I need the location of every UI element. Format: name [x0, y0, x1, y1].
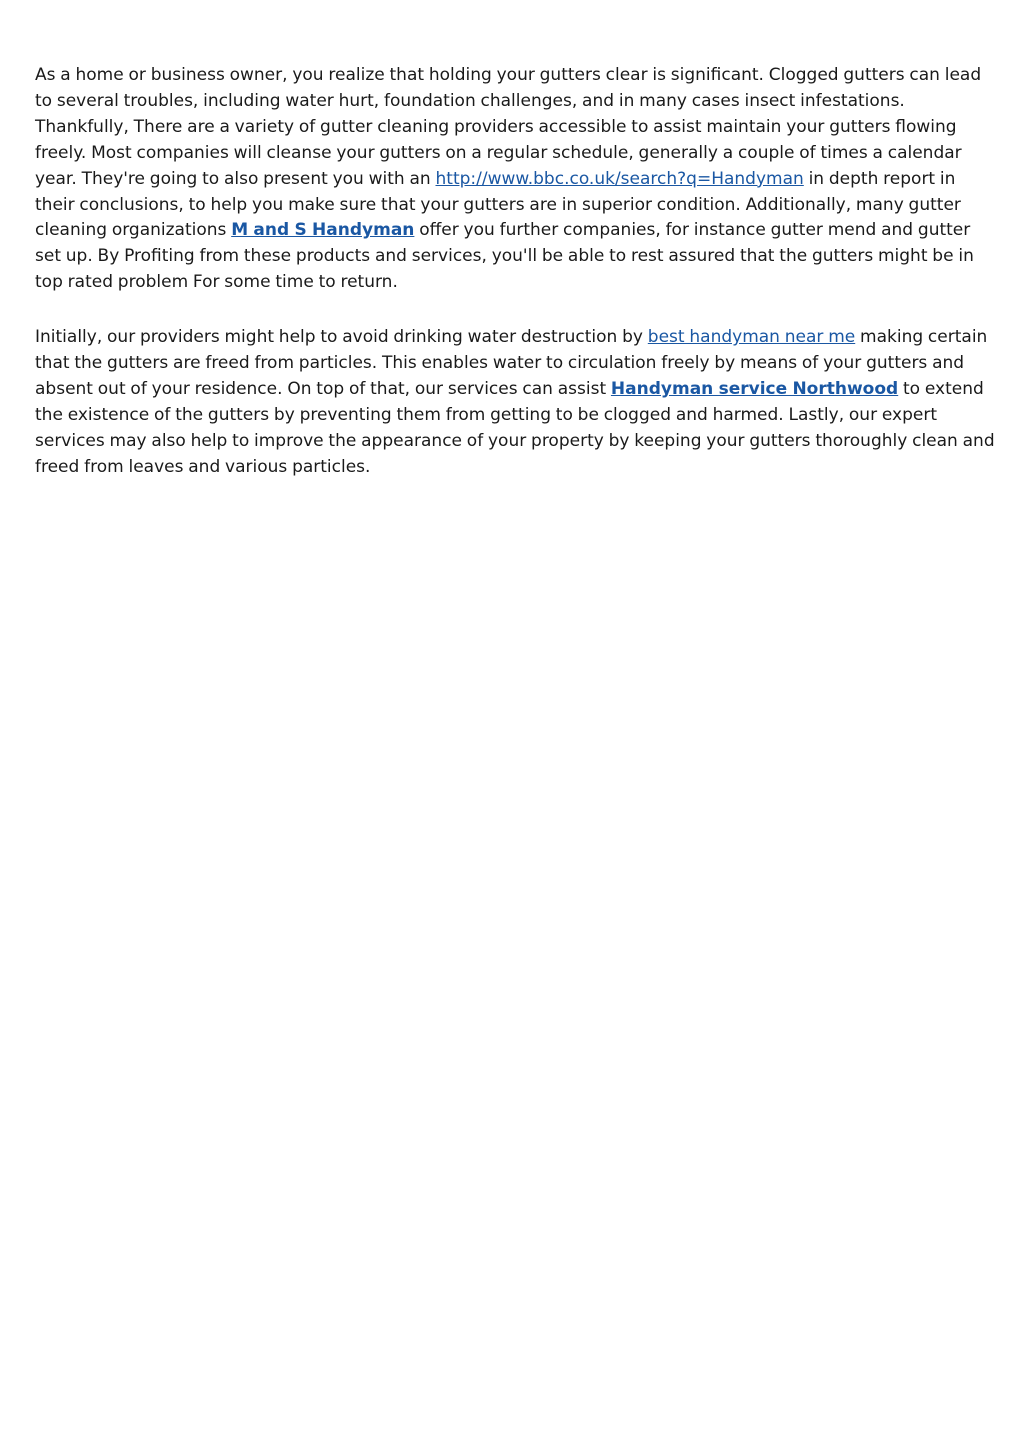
paragraph-text: Initially, our providers might help to avoid drinking water destruction by — [35, 327, 648, 348]
best-handyman-near-me-link[interactable]: best handyman near me — [647, 327, 856, 348]
paragraph-text: offer you further companies, for instance gutter mend and gutter set up. By Profiting from these products and services, you'll be able to rest assured that the gutters might be in top rated problem For some time to return. — [35, 220, 974, 293]
handyman-service-northwood-link[interactable]: Handyman service Northwood — [610, 378, 899, 399]
paragraph-text: making certain that the gutters are freed from particles. This enables water to circulation freely by means of your gutters and absent out of your residence. On top of that, our services can assist — [35, 327, 988, 399]
m-and-s-handyman-link[interactable]: M and S Handyman — [231, 220, 415, 241]
paragraph-text: to extend the existence of the gutters by preventing them from getting to be clogged and harmed. Lastly, our expert services may also help to improve the appearance of your property by keeping your gutters thoroughly clean and freed from leaves and various particles. — [35, 378, 995, 477]
document-body — [35, 63, 995, 510]
paragraph-2 — [35, 325, 995, 480]
paragraph-1 — [35, 63, 995, 296]
paragraph-text: in depth report in their conclusions, to help you make sure that your gutters are in superior condition. Additionally, many gutter cleaning organizations — [35, 168, 961, 241]
bbc-search-link[interactable]: http://www.bbc.co.uk/search?q=Handyman — [435, 168, 804, 189]
paragraph-text: As a home or business owner, you realize that holding your gutters clear is significant. Clogged gutters can lead to several troubles, including water hurt, foundation challenges, and in many cases insect infestations. Thankfully, There are a variety of gutter cleaning providers accessible to assist maintain your gutters flowing freely. Most companies will cleanse your gutters on a regular schedule, generally a couple of times a calendar year. They're going to also present you with an — [35, 65, 982, 189]
